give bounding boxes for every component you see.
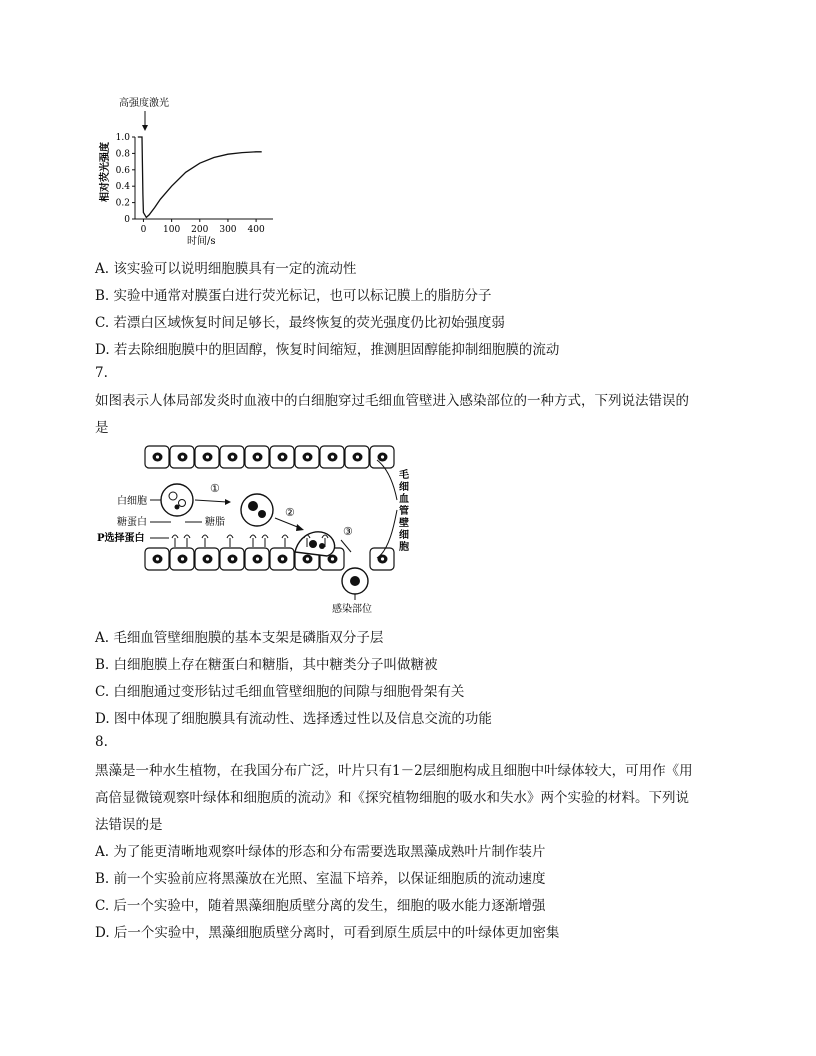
label-glycoprotein: 糖蛋白: [117, 517, 147, 528]
leukocyte-extravasation-diagram: [95, 440, 425, 620]
nucleus-3b: [319, 543, 325, 549]
nucleolus: [231, 557, 234, 560]
nucleolus: [256, 557, 259, 560]
label-p-selectin: P选择蛋白: [97, 533, 145, 544]
arrow-step-1-head: [225, 499, 231, 505]
q7-stem-line2: 是: [95, 420, 109, 436]
x-tick-label: 400: [247, 225, 265, 235]
p-selectin-receptor: [172, 535, 178, 547]
q7-stem-line1: 如图表示人体局部发炎时血液中的白细胞穿过毛细血管壁进入感染部位的一种方式，下列说法错误的: [95, 393, 689, 409]
y-tick-label: 0.4: [115, 182, 130, 193]
capillary-top-cells: [145, 446, 394, 468]
white-blood-cell-2: [241, 494, 273, 526]
y-tick-label: 0.2: [115, 198, 130, 209]
q8-option-a: A. 为了能更清晰地观察叶绿体的形态和分布需要选取黑藻成熟叶片制作装片: [95, 844, 546, 860]
nucleus-2a: [248, 501, 258, 511]
arrow-step-1: [195, 500, 227, 502]
nucleolus: [356, 455, 359, 458]
nucleolus: [231, 455, 234, 458]
q7-option-d: D. 图中体现了细胞膜具有流动性、选择透过性以及信息交流的功能: [95, 711, 492, 727]
nucleolus: [206, 455, 209, 458]
p-selectin-receptor: [202, 535, 208, 547]
q8-stem-line2: 高倍显微镜观察叶绿体和细胞质的流动》和《探究植物细胞的吸水和失水》两个实验的材料。下列说: [95, 790, 689, 806]
x-tick-label: 300: [219, 225, 237, 235]
label-glycolipid: 糖脂: [205, 517, 225, 528]
fluorescence-curve: [138, 137, 262, 217]
p-selectin-receptor: [184, 535, 190, 547]
p-selectin-receptor: [262, 535, 268, 547]
y-tick-label: 0.6: [115, 165, 130, 176]
nucleus-3a: [309, 540, 317, 548]
q6-option-c: C. 若漂白区域恢复时间足够长，最终恢复的荧光强度仍比初始强度弱: [95, 315, 505, 331]
q8-option-b: B. 前一个实验前应将黑藻放在光照、室温下培养，以保证细胞质的流动速度: [95, 871, 546, 887]
q7-option-b: B. 白细胞膜上存在糖蛋白和糖脂，其中糖类分子叫做糖被: [95, 657, 438, 673]
nucleolus: [281, 455, 284, 458]
nucleolus: [381, 455, 384, 458]
y-tick-label: 0.8: [115, 149, 130, 160]
nucleolus: [256, 455, 259, 458]
q8-stem-line1: 黑藻是一种水生植物，在我国分布广泛，叶片只有1－2层细胞构成且细胞中叶绿体较大，可用作《用: [95, 763, 693, 779]
capillary-bracket: [377, 460, 397, 558]
capillary-bottom-cells: [145, 548, 394, 570]
fluorescence-recovery-chart: [95, 92, 280, 250]
q8-number: 8.: [95, 734, 108, 750]
nucleolus: [381, 557, 384, 560]
nucleolus: [181, 455, 184, 458]
capillary-label-char: 胞: [399, 542, 409, 553]
p-selectin-receptor: [250, 535, 256, 547]
q8-option-c: C. 后一个实验中，随着黑藻细胞质壁分离的发生，细胞的吸水能力逐渐增强: [95, 898, 546, 914]
q8-option-d: D. 后一个实验中，黑藻细胞质壁分离时，可看到原生质层中的叶绿体更加密集: [95, 925, 560, 941]
nucleolus: [156, 455, 159, 458]
arrow-step-2: [275, 518, 300, 528]
laser-annotation: 高强度激光: [119, 98, 169, 109]
nucleolus: [156, 557, 159, 560]
nucleolus: [331, 557, 334, 560]
nucleolus: [206, 557, 209, 560]
capillary-wall-label: [399, 468, 409, 553]
nucleolus: [306, 557, 309, 560]
nucleolus: [306, 455, 309, 458]
step-1-label: ①: [210, 482, 220, 495]
nucleolus: [281, 557, 284, 560]
x-tick-label: 100: [163, 225, 181, 235]
y-axis-label: 相对荧光强度: [100, 142, 111, 202]
white-blood-cell-1: [161, 484, 193, 516]
capillary-label-char: 血: [399, 494, 409, 505]
p-selectin-receptor: [282, 535, 288, 547]
q7-option-a: A. 毛细血管壁细胞膜的基本支架是磷脂双分子层: [95, 630, 384, 646]
capillary-label-char: 壁: [399, 518, 409, 529]
q6-option-b: B. 实验中通常对膜蛋白进行荧光标记，也可以标记膜上的脂肪分子: [95, 288, 492, 304]
capillary-label-char: 细: [399, 530, 409, 541]
laser-arrow-head: [142, 125, 148, 131]
nucleus-4: [350, 576, 360, 586]
y-tick-label: 1.0: [115, 133, 130, 143]
step-3-label: ③: [343, 525, 353, 538]
label-white-blood-cell: 白细胞: [117, 496, 147, 507]
capillary-label-char: 毛: [399, 470, 409, 481]
arrow-step-2-head: [296, 524, 304, 531]
capillary-label-char: 细: [399, 482, 409, 493]
q7-number: 7.: [95, 365, 108, 381]
x-tick-label: 0: [140, 225, 147, 235]
step-2-label: ②: [285, 506, 295, 519]
y-tick-label: 0: [124, 215, 130, 225]
nucleolus: [181, 557, 184, 560]
p-selectin-receptor: [227, 535, 233, 547]
nucleolus: [331, 455, 334, 458]
nucleus-2b: [258, 510, 266, 518]
q6-option-d: D. 若去除细胞膜中的胆固醇，恢复时间缩短，推测胆固醇能抑制细胞膜的流动: [95, 342, 560, 358]
nucleus-1c: [175, 505, 180, 510]
x-tick-label: 200: [191, 225, 209, 235]
x-axis-label: 时间/s: [187, 236, 216, 247]
q7-option-c: C. 白细胞通过变形钻过毛细血管壁细胞的间隙与细胞骨架有关: [95, 684, 465, 700]
capillary-label-char: 管: [399, 506, 409, 517]
q8-stem-line3: 法错误的是: [95, 817, 163, 833]
infection-site-label: 感染部位: [332, 604, 372, 615]
q6-option-a: A. 该实验可以说明细胞膜具有一定的流动性: [95, 261, 357, 277]
